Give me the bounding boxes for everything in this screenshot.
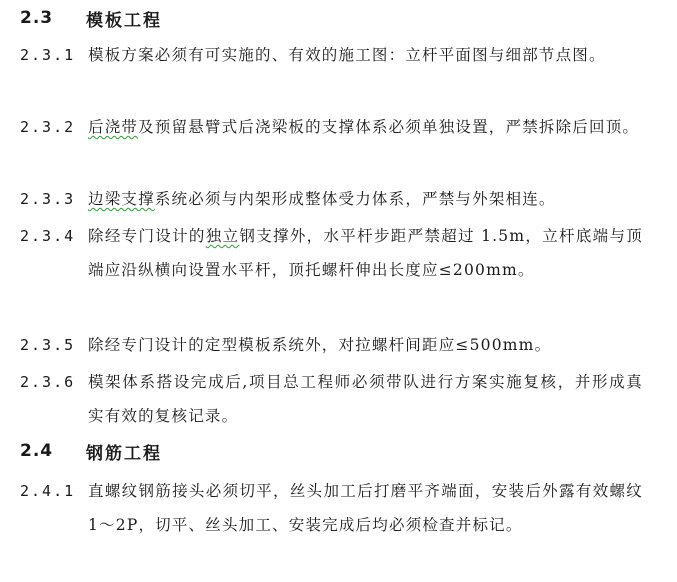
clause-text-segment: 除经专门设计的定型模板系统外，对拉螺杆间距应≤500mm。 <box>88 336 552 354</box>
clause-text <box>88 110 643 144</box>
clause-text <box>88 38 643 72</box>
spellcheck-underlined-text: 边梁支撑 <box>88 190 155 208</box>
clause-text-segment: 除经专门设计的 <box>88 227 206 245</box>
clause-number: 2.3.1 <box>20 46 76 64</box>
clause-text <box>88 474 643 542</box>
section-heading-2-3 <box>20 3 162 33</box>
spellcheck-underlined-text: 独立 <box>205 227 240 245</box>
clause-text-segment: 钢支撑外，水平杆步距严禁超过 1.5m，立杆底端与顶端应沿纵横向设置水平杆，顶托螺杆伸出长度应≤200mm。 <box>88 227 643 279</box>
clause-text <box>88 182 643 216</box>
section-heading-2-4 <box>20 436 162 466</box>
clause-text-segment: 模架体系搭设完成后,项目总工程师必须带队进行方案实施复核，并形成真实有效的复核记录。 <box>88 373 643 425</box>
clause-text-segment: 模板方案必须有可实施的、有效的施工图：立杆平面图与细部节点图。 <box>88 46 606 64</box>
section-title: 钢筋工程 <box>86 443 162 464</box>
clause-text <box>88 219 643 287</box>
clause-number: 2.3.2 <box>20 118 76 136</box>
clause-text-segment: 及预留悬臂式后浇梁板的支撑体系必须单独设置，严禁拆除后回顶。 <box>138 118 640 136</box>
clause-number: 2.3.6 <box>20 373 76 391</box>
clause-text-segment: 直螺纹钢筋接头必须切平，丝头加工后打磨平齐端面，安装后外露有效螺纹 1～2P，切平、丝头加工、安装完成后均必须检查并标记。 <box>88 482 643 534</box>
clause-number: 2.3.4 <box>20 227 76 245</box>
clause-number: 2.3.3 <box>20 190 76 208</box>
clause-number: 2.4.1 <box>20 482 76 500</box>
section-number: 2.3 <box>20 8 54 28</box>
section-title: 模板工程 <box>86 10 162 31</box>
clause-text <box>88 328 643 362</box>
section-number: 2.4 <box>20 441 54 461</box>
clause-text-segment: 系统必须与内架形成整体受力体系，严禁与外架相连。 <box>154 190 556 208</box>
spellcheck-underlined-text: 后浇带 <box>88 118 139 136</box>
clause-number: 2.3.5 <box>20 336 76 354</box>
clause-text <box>88 365 643 433</box>
